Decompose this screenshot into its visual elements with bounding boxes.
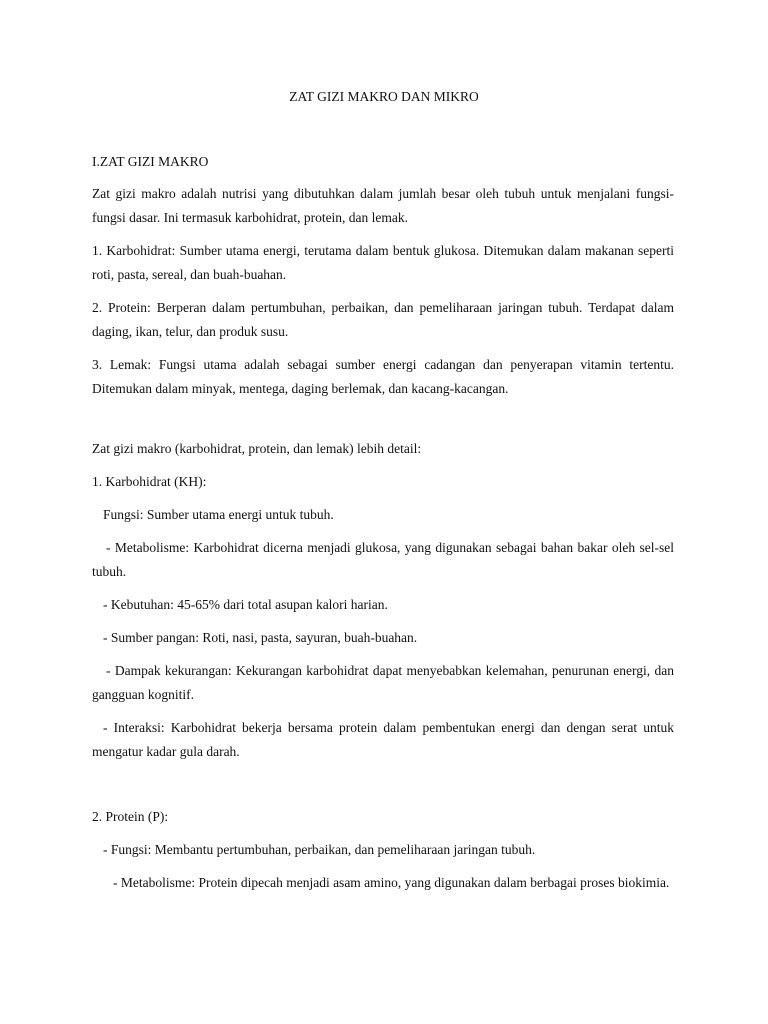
kh-dampak: - Dampak kekurangan: Kekurangan karbohidrat dapat menyebabkan kelemahan, penurunan energi, dan gangguan kognitif.: [92, 663, 674, 702]
list-item-karbohidrat: 1. Karbohidrat: Sumber utama energi, terutama dalam bentuk glukosa. Ditemukan dalam makanan seperti roti, pasta, sereal, dan buah-buahan.: [92, 243, 674, 282]
kh-kebutuhan: - Kebutuhan: 45-65% dari total asupan kalori harian.: [103, 597, 388, 612]
kh-fungsi: Fungsi: Sumber utama energi untuk tubuh.: [103, 507, 334, 522]
kh-sumber: - Sumber pangan: Roti, nasi, pasta, sayuran, buah-buahan.: [103, 630, 418, 645]
list-item-lemak: 3. Lemak: Fungsi utama adalah sebagai sumber energi cadangan dan penyerapan vitamin tertentu. Ditemukan dalam minyak, mentega, daging berlemak, dan kacang-kacangan.: [92, 357, 674, 396]
spacer: [92, 773, 674, 805]
kh-metabolisme: - Metabolisme: Karbohidrat dicerna menjadi glukosa, yang digunakan sebagai bahan bakar oleh sel-sel tubuh.: [92, 540, 674, 579]
spacer: [92, 410, 674, 437]
protein-fungsi: - Fungsi: Membantu pertumbuhan, perbaikan, dan pemeliharaan jaringan tubuh.: [103, 842, 536, 857]
detail-intro: Zat gizi makro (karbohidrat, protein, dan lemak) lebih detail:: [92, 441, 422, 456]
list-item-protein: 2. Protein: Berperan dalam pertumbuhan, perbaikan, dan pemeliharaan jaringan tubuh. Terdapat dalam daging, ikan, telur, dan produk susu.: [92, 300, 674, 339]
intro-paragraph: Zat gizi makro adalah nutrisi yang dibutuhkan dalam jumlah besar oleh tubuh untuk menjalani fungsi-fungsi dasar. Ini termasuk karbohidrat, protein, dan lemak.: [92, 186, 674, 225]
document-body: [92, 150, 674, 904]
document-title: ZAT GIZI MAKRO DAN MIKRO: [289, 89, 479, 104]
section-heading: I.ZAT GIZI MAKRO: [92, 154, 209, 169]
kh-interaksi: - Interaksi: Karbohidrat bekerja bersama protein dalam pembentukan energi dan dengan serat untuk mengatur kadar gula darah.: [92, 720, 674, 759]
kh-heading: 1. Karbohidrat (KH):: [92, 474, 207, 489]
protein-metabolisme: - Metabolisme: Protein dipecah menjadi asam amino, yang digunakan dalam berbagai proses biokimia.: [113, 875, 670, 890]
protein-heading: 2. Protein (P):: [92, 809, 169, 824]
